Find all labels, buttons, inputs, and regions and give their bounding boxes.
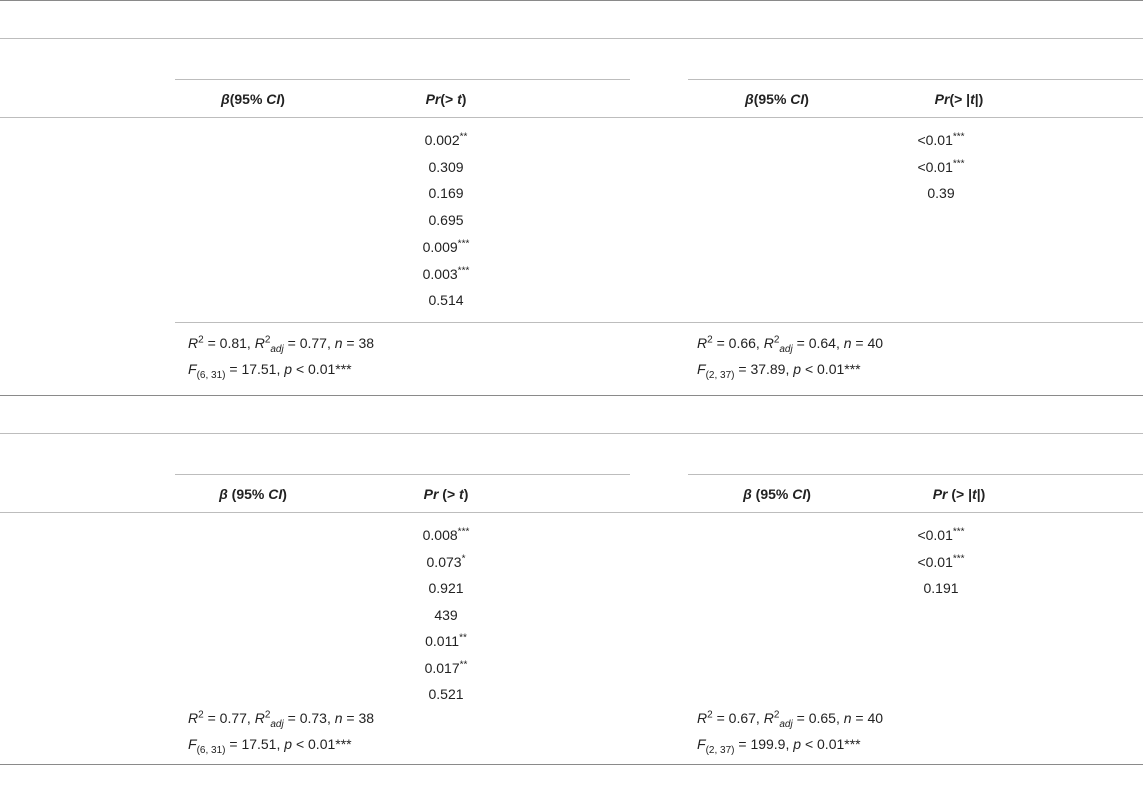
r2-value: 0.77 [219,710,247,726]
prelim-group-rule [175,79,630,80]
p-value: p < 0.01*** [284,361,352,377]
n-value: 38 [358,710,375,726]
final-group-rule [688,474,1143,475]
final-pr-cell: <0.01*** [917,526,965,543]
beta-ci-header: β (95% CI) [219,486,287,502]
f-df: (2, 37) [705,369,735,381]
section-top-rule [0,395,1143,396]
final-pr-cell: 0.191 [923,580,959,596]
prelim-pr-cell: 0.309 [428,158,464,175]
p-value: p < 0.01*** [284,736,352,752]
final-stats-r2-line: $R^2 = 0.67$, $R^2_{adj} = 0.65$, n = 40 [697,709,884,730]
prelim-pr-cell: 0.514 [428,292,464,309]
prelim-pr-cell: 0.011** [425,632,467,649]
r2adj-value: 0.64 [808,335,836,351]
prelim-stats-r2-line: $R^2 = 0.77$, $R^2_{adj} = 0.73$, n = 38 [188,709,375,730]
p-value: p < 0.01*** [793,361,861,377]
f-df: (6, 31) [196,744,226,756]
prelim-pr-cell: 0.169 [428,185,464,202]
final-stats-f-line: $F_{(2, 37)} = 37.89$, p < 0.01*** [697,361,861,381]
prelim-pr-cell: 0.921 [428,580,464,596]
pr-header: Pr(> |t|) [934,91,984,107]
prelim-pr-cell: 0.521 [428,686,464,702]
prelim-group-rule [175,474,630,475]
final-pr-cell: 0.39 [927,185,955,202]
header-rule [0,117,1143,118]
f-value: 17.51 [241,361,277,377]
r2-value: 0.67 [728,710,756,726]
prelim-pr-cell: 439 [434,606,458,623]
section-top-rule [0,0,1143,1]
prelim-stats-r2-line: $R^2 = 0.81$, $R^2_{adj} = 0.77$, n = 38 [188,334,375,355]
n-value: 40 [867,710,884,726]
n-value: 38 [358,335,375,351]
prelim-pr-cell: 0.009*** [422,238,470,255]
pr-header: Pr (> |t|) [932,486,986,502]
final-stats-f-line: $F_{(2, 37)} = 199.9$, p < 0.01*** [697,736,861,756]
prelim-pr-cell: 0.017** [424,658,468,676]
r2adj-value: 0.73 [299,710,327,726]
final-pr-cell: <0.01*** [917,158,965,175]
stats-rule [175,322,1143,323]
prelim-pr-cell: 0.002** [424,131,468,148]
table-bottom-rule [0,764,1143,765]
prelim-pr-cell: 0.073* [426,552,466,570]
header-rule [0,512,1143,513]
r2adj-value: 0.77 [299,335,327,351]
beta-ci-header: β (95% CI) [743,486,811,502]
r2-value: 0.81 [219,335,247,351]
prelim-pr-cell: 0.695 [428,212,464,229]
f-value: 199.9 [750,736,786,752]
prelim-stats-f-line: $F_{(6, 31)} = 17.51$, p < 0.01*** [188,361,352,381]
f-value: 17.51 [241,736,277,752]
p-value: p < 0.01*** [793,736,861,752]
final-pr-cell: <0.01*** [917,552,965,570]
f-value: 37.89 [750,361,786,377]
r2-value: 0.66 [728,335,756,351]
final-stats-r2-line: $R^2 = 0.66$, $R^2_{adj} = 0.64$, n = 40 [697,334,884,355]
pr-header: Pr (> t) [423,486,469,502]
final-group-rule [688,79,1143,80]
prelim-stats-f-line: $F_{(6, 31)} = 17.51$, p < 0.01*** [188,736,352,756]
f-df: (2, 37) [705,744,735,756]
pr-header: Pr(> t) [425,91,467,107]
section-title-rule [0,38,1143,39]
f-df: (6, 31) [196,369,226,381]
beta-ci-header: β(95% CI) [221,91,285,107]
r2adj-value: 0.65 [808,710,836,726]
beta-ci-header: β(95% CI) [745,91,809,107]
final-pr-cell: <0.01*** [917,131,965,148]
prelim-pr-cell: 0.008*** [422,526,470,543]
prelim-pr-cell: 0.003*** [422,264,470,282]
n-value: 40 [867,335,884,351]
section-title-rule [0,433,1143,434]
